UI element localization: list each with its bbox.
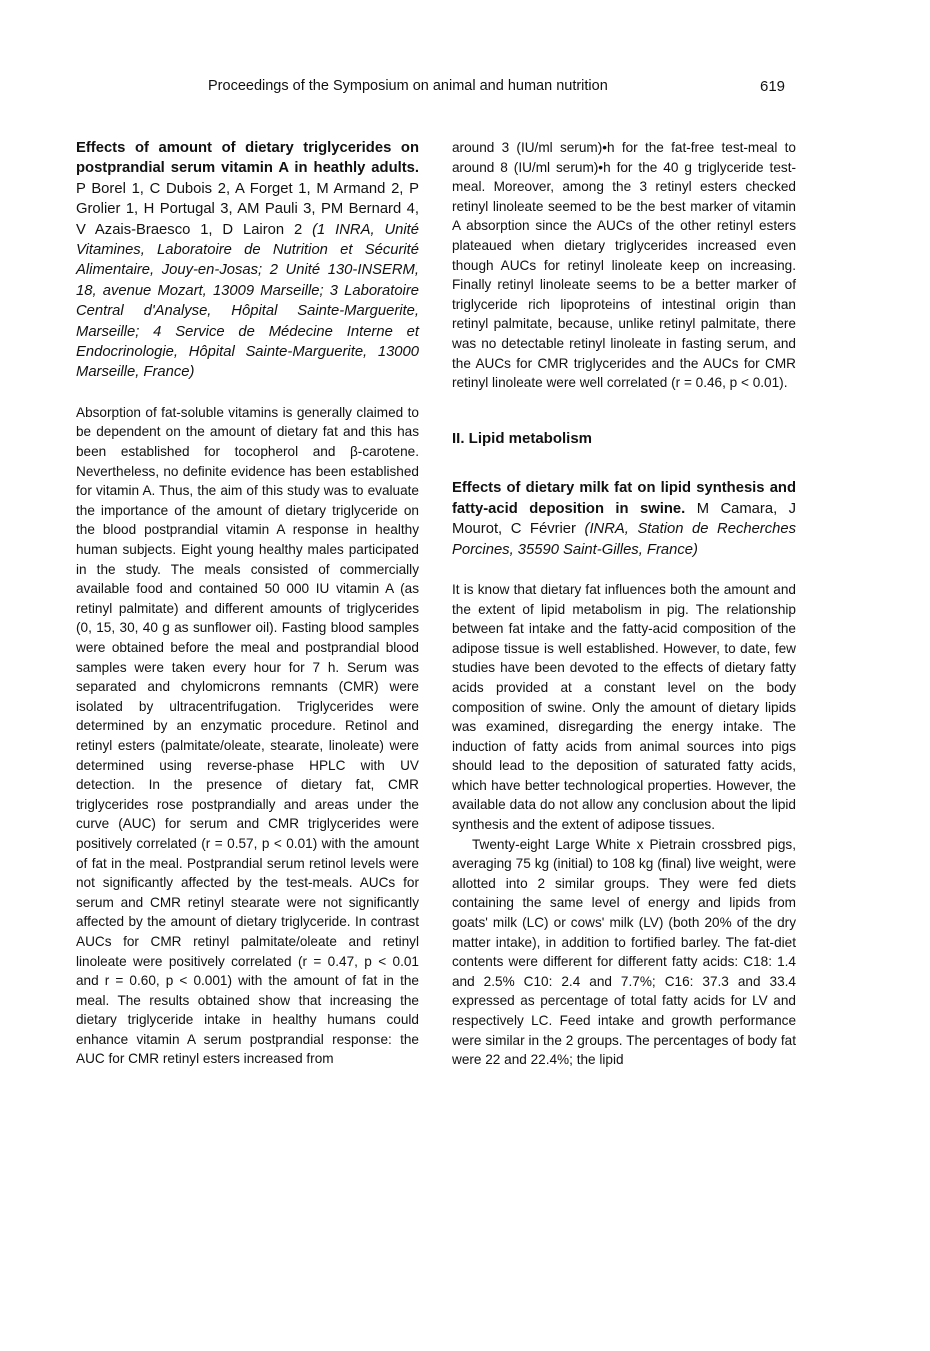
article1-heading (76, 138, 419, 383)
article1-body-right: around 3 (IU/ml serum)•h for the fat-free test-meal to around 8 (IU/ml serum)•h for the 40 g triglyceride test-meal. Moreover, among the 3 retinyl esters checked retinyl linoleate seemed to be the best marker of vitamin A absorption since the AUCs of the other retinyl esters plateaued when dietary triglycerides increased even though AUCs for retinyl linoleate keep on increasing. Finally retinyl linoleate seems to be a better marker of triglyceride rich lipoproteins of intestinal origin than retinyl palmitate, because, unlike retinyl palmitate, there was no detectable retinyl linoleate in fasting serum, and the AUCs for CMR triglycerides and the AUCs for CMR retinyl linoleate were well correlated (r = 0.46, p < 0.01). (452, 140, 796, 391)
running-title: Proceedings of the Symposium on animal and human nutrition (208, 78, 608, 94)
page-number: 619 (760, 78, 786, 95)
right-column (452, 138, 796, 1070)
article2-affiliations: (INRA, Station de Recherches Porcines, 35590 Saint-Gilles, France) (452, 521, 796, 558)
article1-body-left: Absorption of fat-soluble vitamins is generally claimed to be dependent on the amount of dietary fat and this has been established for tocopherol and β-carotene. Nevertheless, no definite evidence has been established for vitamin A. Thus, the aim of this study was to evaluate the importance of the amount of dietary triglyceride on the blood postprandial vitamin A response in healthy human subjects. Eight young healthy males participated in the study. The meals consisted of commercially available food and contained 50 000 IU vitamin A (as retinyl palmitate) and different amounts of triglycerides (0, 15, 30, 40 g as sunflower oil). Fasting blood samples were obtained before the meal and postprandial blood samples were taken every hour for 7 h. Serum was separated and chylomicrons remnants (CMR) were isolated by ultracentrifugation. Triglycerides were determined by an enzymatic procedure. Retinol and retinyl esters (palmitate/oleate, stearate, linoleate) were determined using reverse-phase HPLC with UV detection. In the presence of dietary fat, CMR triglycerides rose postprandially and areas under the curve (AUC) for serum and CMR triglycerides were positively correlated (r = 0.57, p < 0.01) with the amount of fat in the meal. Postprandial serum retinol levels were not significantly affected by the test-meals. AUCs for serum and CMR retinyl stearate were not significantly affected by the amount of dietary triglyceride. In contrast AUCs for CMR retinyl palmitate/oleate and retinyl linoleate were positively correlated (r = 0.47, p < 0.01 and r = 0.60, p < 0.001) with the amount of fat in the meal. The results obtained show that increasing the dietary triglyceride intake in healthy humans could enhance vitamin A serum postprandial response: the AUC for CMR retinyl esters increased from (76, 404, 419, 1067)
article2-paragraph-1: It is know that dietary fat influences both the amount and the extent of lipid metabolism in pig. The relationship between fat intake and the fatty-acid composition of the adipose tissue is well established. However, to date, few studies have been devoted to the effects of dietary fatty acids provided at a constant level on the body composition of swine. Only the amount of dietary lipids was examined, disregarding the energy intake. The induction of fatty acids from animal sources into pigs should lead to the deposition of saturated fatty acids, which have better technological properties. However, the available data do not allow any conclusion about the lipid synthesis and the extent of adipose tissues. (452, 581, 796, 833)
article1-authors: P Borel 1, C Dubois 2, A Forget 1, M Armand 2, P Grolier 1, H Portugal 3, AM Pauli 3, PM Bernard 4, V Azais-Braesco 1, D Lairon 2 (76, 180, 419, 238)
running-header (0, 78, 930, 98)
article2-heading (452, 478, 796, 560)
article1-title: Effects of amount of dietary triglycerides on postprandial serum vitamin A in heathly adults. (76, 140, 419, 177)
article2-paragraph-2: Twenty-eight Large White x Pietrain crossbred pigs, averaging 75 kg (initial) to 108 kg (final) live weight, were allotted into 2 similar groups. They were fed diets containing the same level of energy and lipids from goats' milk (LC) or cows' milk (LV) (both 20% of the dry matter intake), in addition to fortified barley. The fat-diet contents were different for different fatty acids: C18: 1.4 and 2.5% C10: 2.4 and 7.7%; C16: 37.3 and 33.4 expressed as percentage of total fatty acids for LV and respectively LC. Feed intake and growth performance were similar in the 2 groups. The percentages of body fat were 22 and 22.4%; the lipid (452, 836, 796, 1068)
article2-authors: M Camara, J Mourot, C Février (452, 500, 797, 538)
article1-affiliations: (1 INRA, Unité Vitamines, Laboratoire de Nutrition et Sécurité Alimentaire, Jouy-en-Josas; 2 Unité 130-INSERM, 18, avenue Mozart, 13009 Marseille; 3 Laboratoire Central d'Analyse, Hôpital Sainte-Marguerite, Marseille; 4 Service de Médecine Interne et Endocrinologie, Hôpital Sainte-Marguerite, 13000 Marseille, France) (76, 221, 419, 381)
article2-title: Effects of dietary milk fat on lipid synthesis and fatty-acid deposition in swine. (452, 480, 796, 517)
section-heading: II. Lipid metabolism (452, 429, 593, 447)
left-column (76, 138, 419, 1069)
